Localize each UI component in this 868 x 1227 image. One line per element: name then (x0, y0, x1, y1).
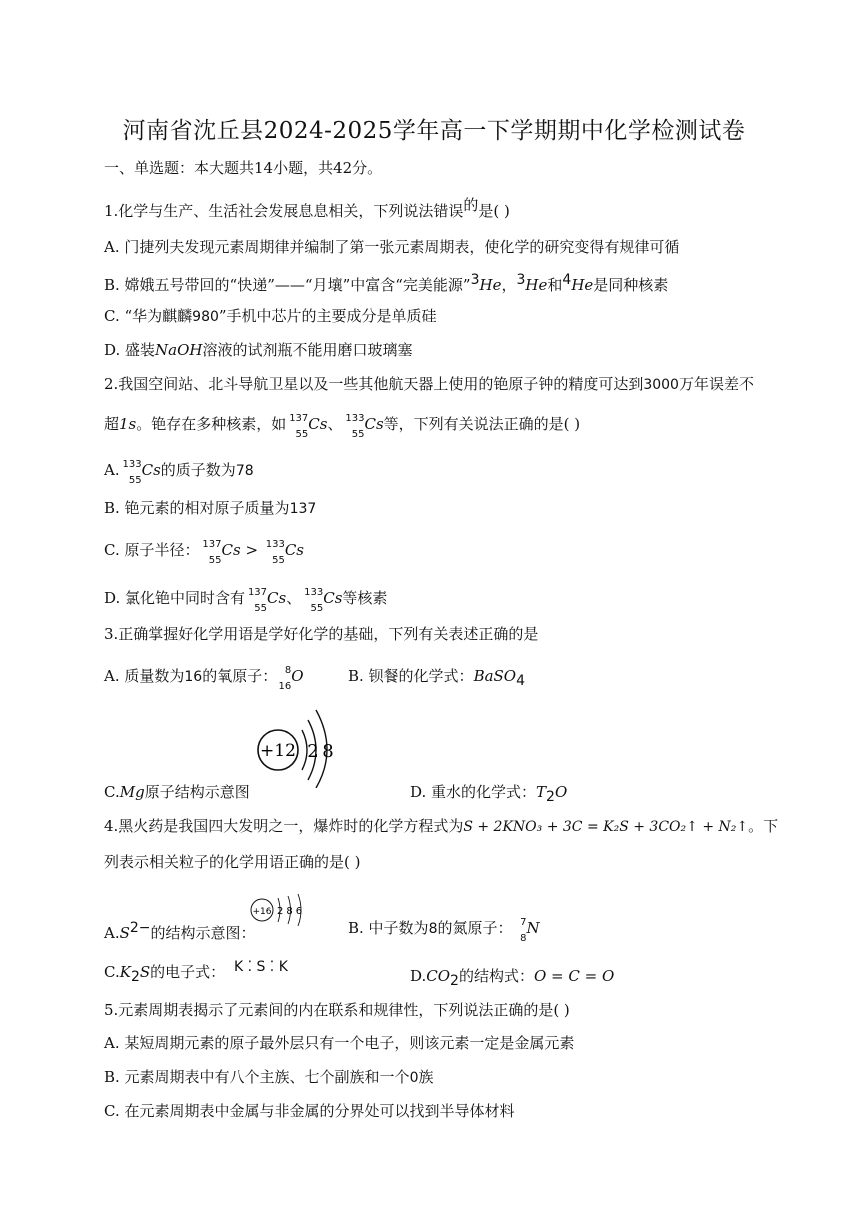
q2-option-c: C. 原子半径： 137 55 Cs > 133 55 Cs (104, 539, 304, 566)
q1-option-a: A. 门捷列夫发现元素周期律并编制了第一张元素周期表，使化学的研究变得有规律可循 (104, 238, 680, 256)
q5-option-b: B. 元素周期表中有八个主族、七个副族和一个0族 (104, 1068, 434, 1086)
q2-option-d: D. 氯化铯中同时含有 137 55 Cs、 133 55 Cs等核素 (104, 587, 388, 614)
q5-option-c: C. 在元素周期表中金属与非金属的分界处可以找到半导体材料 (104, 1102, 515, 1120)
shell-electrons-1: 2 (307, 741, 319, 762)
shell-electrons: 286 (277, 906, 306, 917)
q4-equation: S + 2KNO₃ + 3C = K₂S + 3CO₂↑ + N₂↑ (463, 819, 749, 835)
q2-option-b: B. 铯元素的相对原子质量为137 (104, 499, 317, 517)
shell-electrons-2: 8 (322, 741, 334, 762)
q1-option-c: C. “华为麒麟980”手机中芯片的主要成分是单质硅 (104, 307, 437, 325)
q5-option-a: A. 某短周期元素的原子最外层只有一个电子，则该元素一定是金属元素 (104, 1034, 575, 1052)
electron-shell-arc (302, 730, 307, 770)
q4-option-d: $D.CO_2$的结构式：O = C = O (410, 967, 615, 989)
q3-option-d: D. 重水的化学式：$T_2O$ (410, 783, 568, 805)
page-title: 河南省沈丘县2024-2025学年高一下学期期中化学检测试卷 (122, 118, 746, 144)
q4-option-c: $C.K_2S$的电子式： K ⁚ S ⁚ K (104, 959, 288, 985)
q4-stem-line2: 列表示相关粒子的化学用语正确的是( ) (104, 853, 361, 871)
nucleus-charge: +12 (260, 741, 296, 761)
s-ion-structure-diagram (248, 890, 310, 932)
section-heading: 一、单选题：本大题共14小题，共42分。 (104, 159, 383, 177)
q2-option-a: A. 133 55 Cs的质子数为78 (104, 459, 254, 486)
q2-stem-line2: 超1s。铯存在多种核素，如 137 55 Cs、 133 55 Cs等，下列有关说法正确的是( ) (104, 413, 581, 440)
q1-option-d: D. 盛装NaOH溶液的试剂瓶不能用磨口玻璃塞 (104, 341, 413, 359)
q3-option-b: B. 钡餐的化学式：BaSO$_4$ (348, 667, 526, 689)
q3-stem: 3.正确掌握好化学用语是学好化学的基础，下列有关表述正确的是 (104, 625, 539, 643)
k2s-electron-formula: K ⁚ S ⁚ K (233, 959, 288, 975)
q1-stem: 1.化学与生产、生活社会发展息息相关，下列说法错误的是( ) (104, 196, 510, 220)
q4-stem-line1: 4.黑火药是我国四大发明之一，爆炸时的化学方程式为S + 2KNO₃ + 3C = K₂S + 3CO₂↑ + N₂↑。下 (104, 817, 779, 835)
q5-stem: 5.元素周期表揭示了元素间的内在联系和规律性，下列说法正确的是( ) (104, 1001, 570, 1019)
q4-option-a: $A.S^{2-}$的结构示意图： (104, 920, 256, 942)
q4-option-b: B. 中子数为8的氮原子： 7 8 N (348, 917, 540, 944)
q3-option-c: C.Mg原子结构示意图 (104, 783, 250, 801)
q3-option-a: A. 质量数为16的氧原子： 8 16 O (104, 665, 304, 692)
q1-option-b: B. 嫦娥五号带回的“快递”——“月壤”中富含“完美能源”$^3$He，$^3$He和$^4$He是同种核素 (104, 272, 669, 294)
q2-stem-line1: 2.我国空间站、北斗导航卫星以及一些其他航天器上使用的铯原子钟的精度可达到3000万年误差不 (104, 375, 754, 393)
nucleus-charge: +16 (252, 907, 272, 917)
mg-atom-structure-diagram (252, 706, 342, 788)
